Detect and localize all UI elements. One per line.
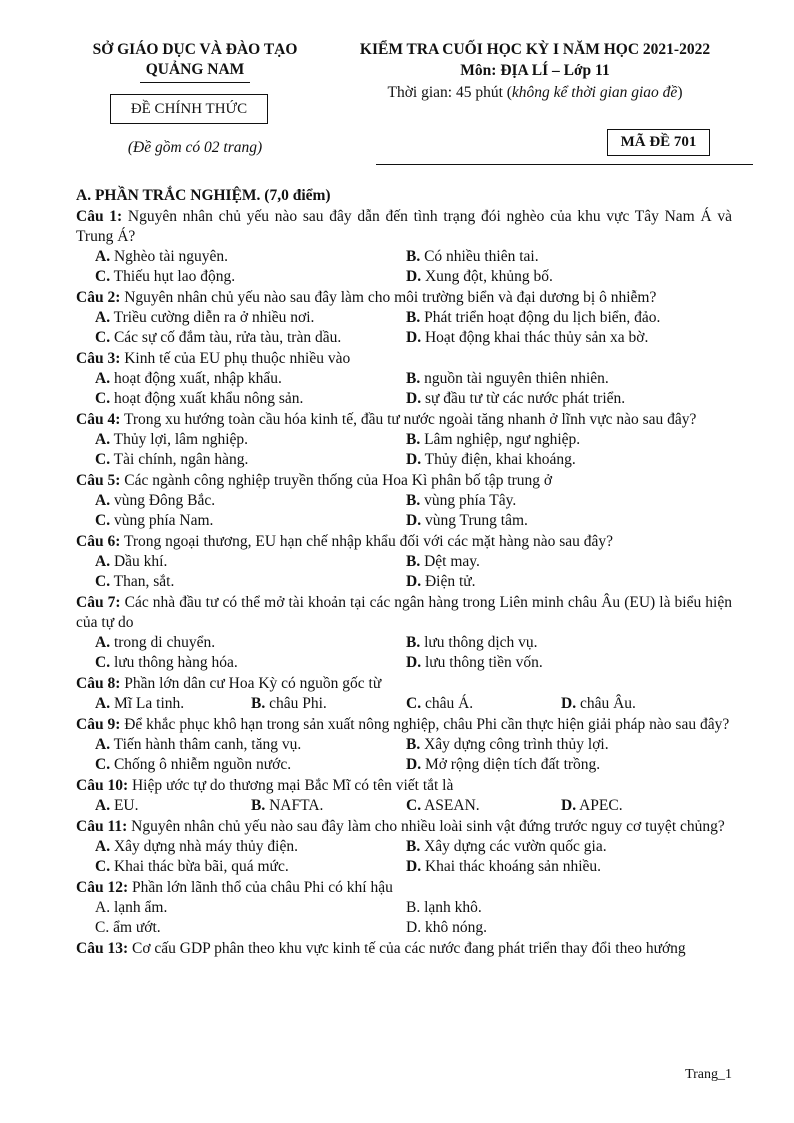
option-key: B. [251,797,266,814]
option-text: Dệt may. [420,553,480,570]
question-9 [76,715,732,775]
answer-option-a [95,369,406,389]
question-10 [76,776,732,816]
answer-options [76,369,732,409]
question-8 [76,674,732,714]
answer-options [76,735,732,775]
answer-option-c [95,267,406,287]
answer-option-a [95,633,406,653]
question-stem [76,410,732,430]
option-text: APEC. [576,797,623,814]
question-stem [76,878,732,898]
question-stem [76,817,732,837]
option-text: lạnh ẩm. [110,899,168,916]
option-key: C. [406,695,422,712]
option-text: Thủy điện, khai khoáng. [421,451,576,468]
question-stem [76,715,732,735]
option-text: vùng Đông Bắc. [110,492,216,509]
option-text: vùng phía Nam. [110,512,214,529]
answer-option-d [406,653,751,673]
question-label: Câu 8: [76,675,121,692]
option-text: ASEAN. [421,797,480,814]
question-5 [76,471,732,531]
answer-options [76,898,732,938]
option-text: Xây dựng các vườn quốc gia. [420,838,607,855]
exam-content [76,186,732,959]
option-text: Nghèo tài nguyên. [110,248,229,265]
option-text: Chống ô nhiễm nguồn nước. [110,756,292,773]
question-text: Cơ cấu GDP phân theo khu vực kinh tế của các nước đang phát triển thay đổi theo hướng [128,940,686,957]
option-text: lưu thông dịch vụ. [420,634,538,651]
option-text: Mở rộng diện tích đất trồng. [421,756,601,773]
question-label: Câu 7: [76,594,121,611]
official-exam-label: ĐỀ CHÍNH THỨC [110,94,268,124]
option-text: Triều cường diễn ra ở nhiều nơi. [110,309,315,326]
option-key: A. [95,695,111,712]
question-text: Nguyên nhân chủ yếu nào sau đây làm cho nhiều loài sinh vật đứng trước nguy cơ tuyệt chủng? [127,818,725,835]
option-text: Than, sắt. [110,573,175,590]
question-13 [76,939,732,959]
answer-option-b [406,552,751,572]
option-key: A. [95,248,111,265]
question-text: Phần lớn dân cư Hoa Kỳ có nguồn gốc từ [120,675,382,692]
option-key: C. [95,451,111,468]
exam-title: KIỂM TRA CUỐI HỌC KỲ I NĂM HỌC 2021-2022 [359,41,711,58]
option-key: D. [406,756,422,773]
option-key: A. [95,797,111,814]
answer-option-c [406,796,561,816]
option-text: Xây dựng công trình thủy lợi. [420,736,609,753]
option-text: Khai thác khoáng sản nhiều. [421,858,602,875]
question-label: Câu 13: [76,940,129,957]
option-text: Thiếu hụt lao động. [110,268,236,285]
option-key: C. [95,858,111,875]
option-key: A. [95,431,111,448]
answer-option-d [406,572,751,592]
option-text: Lâm nghiệp, ngư nghiệp. [420,431,581,448]
option-text: NAFTA. [265,797,324,814]
option-text: lạnh khô. [420,899,482,916]
option-text: Phát triển hoạt động du lịch biển, đảo. [420,309,661,326]
option-key: A. [95,370,111,387]
answer-option-d [406,857,751,877]
answer-option-c [95,389,406,409]
option-text: ẩm ướt. [109,919,161,936]
exam-time: Thời gian: 45 phút (không kể thời gian giao đề) [387,84,683,101]
option-key: D. [406,390,422,407]
option-text: Thủy lợi, lâm nghiệp. [110,431,249,448]
question-text: Hiệp ước tự do thương mại Bắc Mĩ có tên viết tắt là [128,777,454,794]
option-key: A. [95,634,111,651]
answer-option-d [406,328,751,348]
answer-option-b [406,247,751,267]
option-text: Xây dựng nhà máy thủy điện. [110,838,298,855]
option-text: EU. [110,797,139,814]
answer-option-b [406,837,751,857]
question-text: Để khắc phục khô hạn trong sản xuất nông nghiệp, châu Phi cần thực hiện giải pháp nào sau đây? [120,716,730,733]
question-label: Câu 9: [76,716,121,733]
option-text: Hoạt động khai thác thủy sản xa bờ. [421,329,649,346]
question-text: Trong ngoại thương, EU hạn chế nhập khẩu đối với các mặt hàng nào sau đây? [120,533,614,550]
question-text: Các ngành công nghiệp truyền thống của Hoa Kì phân bố tập trung ở [120,472,553,489]
option-text: lưu thông tiền vốn. [421,654,543,671]
option-key: B. [406,248,421,265]
option-text: Tài chính, ngân hàng. [110,451,249,468]
answer-option-c [95,653,406,673]
question-text: Nguyên nhân chủ yếu nào sau đây làm cho môi trường biển và đại dương bị ô nhiễm? [120,289,657,306]
question-label: Câu 3: [76,350,121,367]
answer-option-a [95,247,406,267]
option-key: A. [95,492,111,509]
option-key: C. [95,329,111,346]
answer-option-d [406,389,751,409]
answer-option-b [406,735,751,755]
question-label: Câu 1: [76,208,123,225]
option-key: A. [95,553,111,570]
question-4 [76,410,732,470]
question-stem [76,207,732,247]
pages-note: (Đề gồm có 02 trang) [127,139,263,156]
answer-option-d [406,918,751,938]
question-11 [76,817,732,877]
question-text: Phần lớn lãnh thổ của châu Phi có khí hậu [128,879,393,896]
option-key: A. [95,838,111,855]
answer-option-a [95,430,406,450]
answer-options [76,552,732,592]
option-text: nguồn tài nguyên thiên nhiên. [420,370,609,387]
option-key: D. [561,797,577,814]
option-key: D. [406,268,422,285]
header-underline [140,82,250,83]
answer-options [76,491,732,531]
question-label: Câu 12: [76,879,129,896]
option-key: D. [406,573,422,590]
option-text: châu Âu. [576,695,636,712]
option-text: sự đầu tư từ các nước phát triển. [421,390,626,407]
answer-option-c [95,857,406,877]
option-key: B. [406,838,421,855]
option-text: Có nhiều thiên tai. [420,248,539,265]
answer-option-c [406,694,561,714]
answer-option-c [95,755,406,775]
province-name: QUẢNG NAM [145,61,245,78]
answer-option-d [406,511,751,531]
exam-header [330,40,740,104]
option-key: C. [95,654,111,671]
option-text: châu Phi. [265,695,327,712]
option-key: C. [95,756,111,773]
answer-option-d [406,450,751,470]
answer-option-a [95,694,251,714]
answer-option-c [95,450,406,470]
answer-option-d [406,267,751,287]
option-key: D. [406,919,422,936]
question-label: Câu 2: [76,289,121,306]
question-label: Câu 11: [76,818,128,835]
question-stem [76,288,732,308]
option-text: Dầu khí. [110,553,168,570]
question-label: Câu 5: [76,472,121,489]
question-text: Trong xu hướng toàn cầu hóa kinh tế, đầu tư nước ngoài tăng nhanh ở lĩnh vực nào sau đây? [120,411,697,428]
option-key: D. [406,512,422,529]
option-key: D. [406,654,422,671]
answer-option-c [95,918,406,938]
section-title: A. PHẦN TRẮC NGHIỆM. (7,0 điểm) [76,187,331,204]
question-3 [76,349,732,409]
option-key: C. [95,919,110,936]
question-stem [76,349,732,369]
question-12 [76,878,732,938]
option-text: Khai thác bừa bãi, quá mức. [110,858,289,875]
question-1 [76,207,732,287]
option-key: D. [406,329,422,346]
answer-options [76,430,732,470]
answer-options [76,796,732,816]
option-key: B. [406,553,421,570]
question-label: Câu 10: [76,777,129,794]
answer-option-b [251,694,406,714]
option-key: D. [406,451,422,468]
answer-option-a [95,837,406,857]
option-text: lưu thông hàng hóa. [110,654,238,671]
question-stem [76,532,732,552]
answer-option-a [95,491,406,511]
answer-option-c [95,511,406,531]
option-key: C. [95,268,111,285]
option-key: B. [406,431,421,448]
question-list [76,207,732,959]
question-text: Kinh tế của EU phụ thuộc nhiều vào [120,350,351,367]
option-key: B. [406,309,421,326]
answer-option-d [561,694,732,714]
option-text: khô nóng. [421,919,487,936]
option-key: A. [95,309,111,326]
question-stem [76,776,732,796]
option-text: hoạt động xuất khẩu nông sản. [110,390,304,407]
question-text: Nguyên nhân chủ yếu nào sau đây dẫn đến tình trạng đói nghèo của khu vực Tây Nam Á và Trung Á? [76,208,732,245]
answer-option-b [251,796,406,816]
answer-option-a [95,552,406,572]
question-6 [76,532,732,592]
option-key: D. [406,858,422,875]
answer-options [76,633,732,673]
answer-option-a [95,308,406,328]
department-name: SỞ GIÁO DỤC VÀ ĐÀO TẠO [92,41,298,58]
answer-option-d [406,755,751,775]
option-key: C. [95,390,111,407]
option-key: B. [406,634,421,651]
question-7 [76,593,732,673]
option-key: A. [95,736,111,753]
option-key: A. [95,899,111,916]
option-key: B. [406,736,421,753]
option-text: Các sự cố đắm tàu, rửa tàu, tràn dầu. [110,329,342,346]
answer-option-a [95,898,406,918]
answer-option-d [561,796,732,816]
answer-option-b [406,308,751,328]
answer-option-c [95,572,406,592]
option-text: Tiến hành thâm canh, tăng vụ. [110,736,302,753]
option-text: châu Á. [421,695,474,712]
option-text: Điện tử. [421,573,476,590]
option-key: C. [95,512,111,529]
header-divider [376,164,753,165]
question-stem [76,593,732,633]
question-label: Câu 4: [76,411,121,428]
answer-option-a [95,796,251,816]
answer-options [76,837,732,877]
option-key: C. [406,797,422,814]
page-number: Trang_1 [685,1067,732,1082]
option-key: D. [561,695,577,712]
answer-option-b [406,369,751,389]
answer-option-b [406,633,751,653]
answer-options [76,247,732,287]
answer-option-b [406,430,751,450]
question-stem [76,939,732,959]
answer-options [76,308,732,348]
question-2 [76,288,732,348]
question-stem [76,674,732,694]
exam-code: MÃ ĐỀ 701 [607,129,710,156]
option-key: B. [251,695,266,712]
question-text: Các nhà đầu tư có thể mở tài khoản tại các ngân hàng trong Liên minh châu Âu (EU) là biểu hiện của tự do [76,594,732,631]
answer-option-b [406,898,751,918]
option-text: vùng phía Tây. [420,492,517,509]
option-key: C. [95,573,111,590]
answer-option-b [406,491,751,511]
option-text: Xung đột, khủng bố. [421,268,553,285]
answer-options [76,694,732,714]
option-text: vùng Trung tâm. [421,512,528,529]
option-key: B. [406,492,421,509]
option-text: hoạt động xuất, nhập khẩu. [110,370,282,387]
question-label: Câu 6: [76,533,121,550]
option-text: trong di chuyển. [110,634,216,651]
option-key: B. [406,370,421,387]
school-header [70,40,320,83]
option-text: Mĩ La tinh. [110,695,185,712]
option-key: B. [406,899,421,916]
exam-subject: Môn: ĐỊA LÍ – Lớp 11 [460,62,610,79]
answer-option-a [95,735,406,755]
question-stem [76,471,732,491]
answer-option-c [95,328,406,348]
